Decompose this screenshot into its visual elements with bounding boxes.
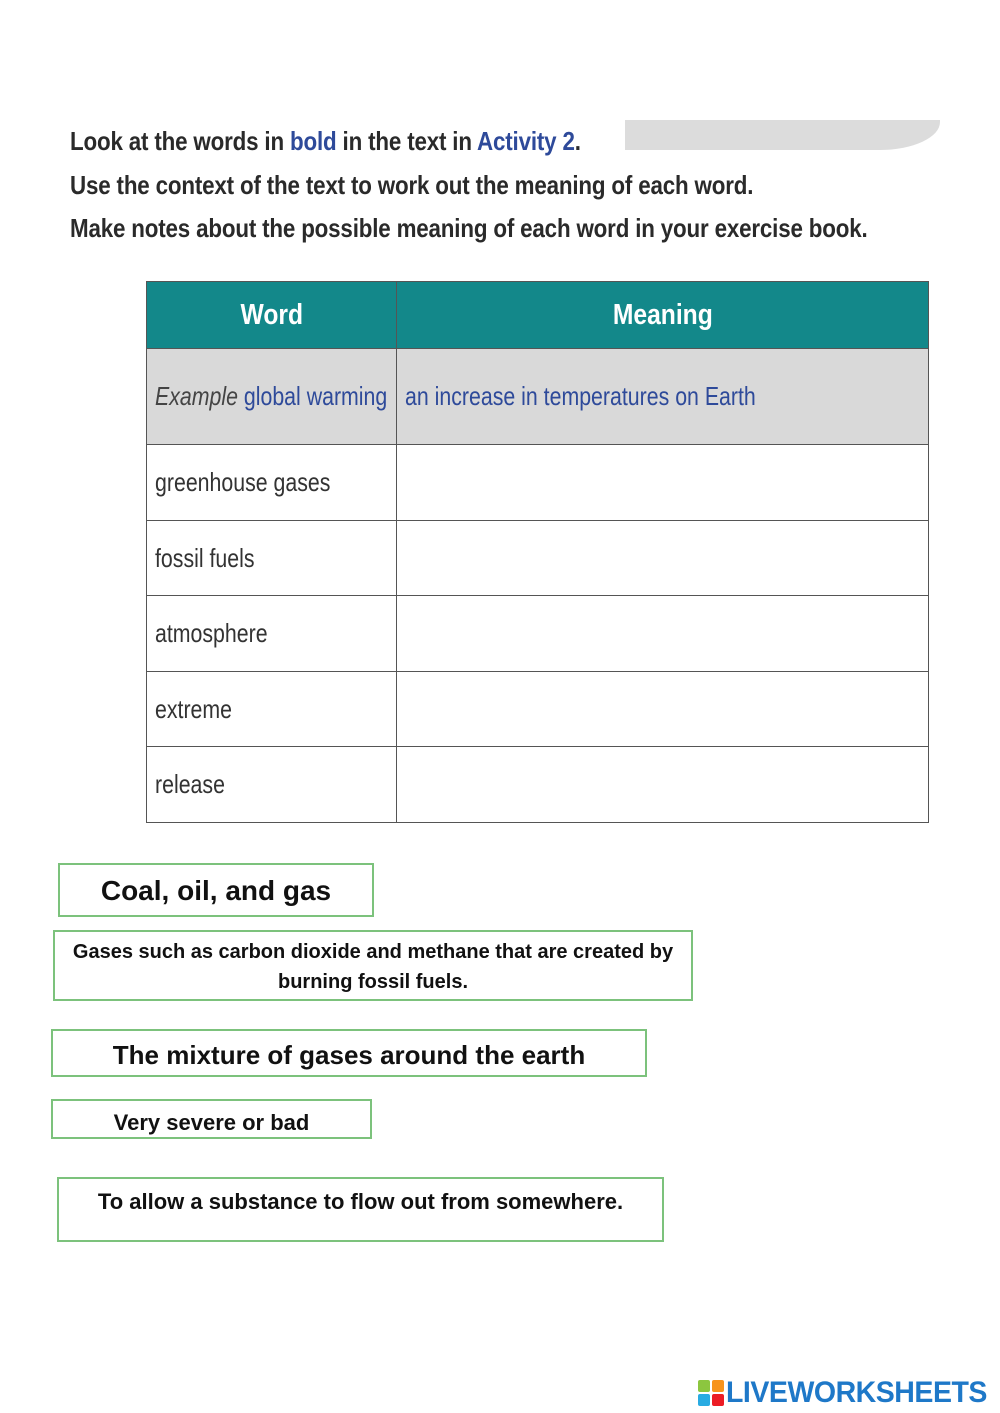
example-meaning-cell xyxy=(397,349,929,445)
meaning-drop-zone-extreme[interactable] xyxy=(397,671,929,747)
word-fossil-fuels: fossil fuels xyxy=(155,542,255,573)
answer-card-release[interactable]: To allow a substance to flow out from somewhere. xyxy=(57,1177,664,1242)
logo-text: LIVEWORKSHEETS xyxy=(726,1376,987,1409)
word-cell xyxy=(147,671,397,747)
instruction-line-1 xyxy=(70,126,581,157)
example-word-cell xyxy=(147,349,397,445)
table-row xyxy=(147,520,929,596)
word-cell xyxy=(147,596,397,672)
decorative-strip xyxy=(625,120,940,150)
instruction-highlight-activity: Activity 2 xyxy=(477,126,575,156)
instruction-text: Look at the words in xyxy=(70,126,291,156)
instruction-text: . xyxy=(574,126,581,156)
table-row xyxy=(147,747,929,823)
answer-card-greenhouse-gases[interactable]: Gases such as carbon dioxide and methane that are created by burning fossil fuels. xyxy=(53,930,693,1001)
word-release: release xyxy=(155,769,225,800)
word-greenhouse-gases: greenhouse gases xyxy=(155,466,331,497)
answer-card-extreme[interactable]: Very severe or bad xyxy=(51,1099,372,1139)
instruction-line-3: Make notes about the possible meaning of each word in your exercise book. xyxy=(70,213,868,243)
word-cell xyxy=(147,520,397,596)
table-row xyxy=(147,596,929,672)
meaning-drop-zone-greenhouse-gases[interactable] xyxy=(397,445,929,521)
liveworksheets-logo xyxy=(698,1378,1000,1408)
header-word: Word xyxy=(147,282,397,349)
instruction-highlight-bold: bold xyxy=(290,126,337,156)
word-cell xyxy=(147,747,397,823)
example-word: global warming xyxy=(237,381,388,412)
table-row xyxy=(147,445,929,521)
meaning-drop-zone-atmosphere[interactable] xyxy=(397,596,929,672)
vocabulary-table xyxy=(146,281,929,823)
answer-card-coal-oil-gas[interactable]: Coal, oil, and gas xyxy=(58,863,374,917)
example-row xyxy=(147,349,929,445)
meaning-drop-zone-release[interactable] xyxy=(397,747,929,823)
word-cell xyxy=(147,445,397,521)
example-meaning: an increase in temperatures on Earth xyxy=(405,381,756,412)
meaning-drop-zone-fossil-fuels[interactable] xyxy=(397,520,929,596)
instruction-line-2: Use the context of the text to work out the meaning of each word. xyxy=(70,170,754,200)
example-label: Example xyxy=(155,381,238,412)
word-extreme: extreme xyxy=(155,693,233,724)
logo-grid-icon xyxy=(698,1380,724,1406)
instruction-text: in the text in xyxy=(336,126,478,156)
table-row xyxy=(147,671,929,747)
header-meaning: Meaning xyxy=(397,282,929,349)
answer-card-atmosphere[interactable]: The mixture of gases around the earth xyxy=(51,1029,647,1077)
table-header-row xyxy=(147,282,929,349)
word-atmosphere: atmosphere xyxy=(155,618,268,649)
